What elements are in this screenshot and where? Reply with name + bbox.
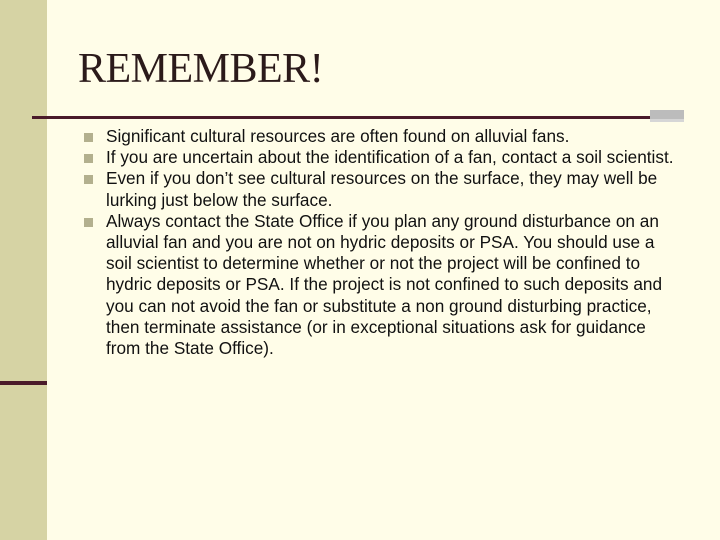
bullet-item [84,211,684,359]
square-bullet-icon [84,133,93,142]
square-bullet-icon [84,154,93,163]
side-band [0,0,47,540]
bullet-item [84,126,684,147]
bullet-list [84,126,684,359]
title-divider [32,116,650,119]
bullet-text: Always contact the State Office if you plan any ground disturbance on an alluvial fan and you are not on hydric deposits or PSA. You should use a soil scientist to determine whether or not the project will be confined to hydric deposits or PSA. If the project is not confined to such deposits and you can not avoid the fan or substitute a non ground disturbing practice, then terminate assistance (or in exceptional situations ask for guidance from the State Office). [106,210,663,359]
slide-title: REMEMBER! [78,46,324,92]
title-divider-shadow-lower [650,119,684,122]
bullet-item [84,147,684,168]
side-accent-bar [0,381,47,385]
square-bullet-icon [84,175,93,184]
bullet-item [84,168,684,210]
square-bullet-icon [84,218,93,227]
title-divider-shadow [650,110,684,119]
bullet-text: Even if you don’t see cultural resources on the surface, they may well be lurking just below the surface. [106,168,658,210]
bullet-text: If you are uncertain about the identification of a fan, contact a soil scientist. [106,147,674,168]
bullet-text: Significant cultural resources are often found on alluvial fans. [106,126,570,146]
